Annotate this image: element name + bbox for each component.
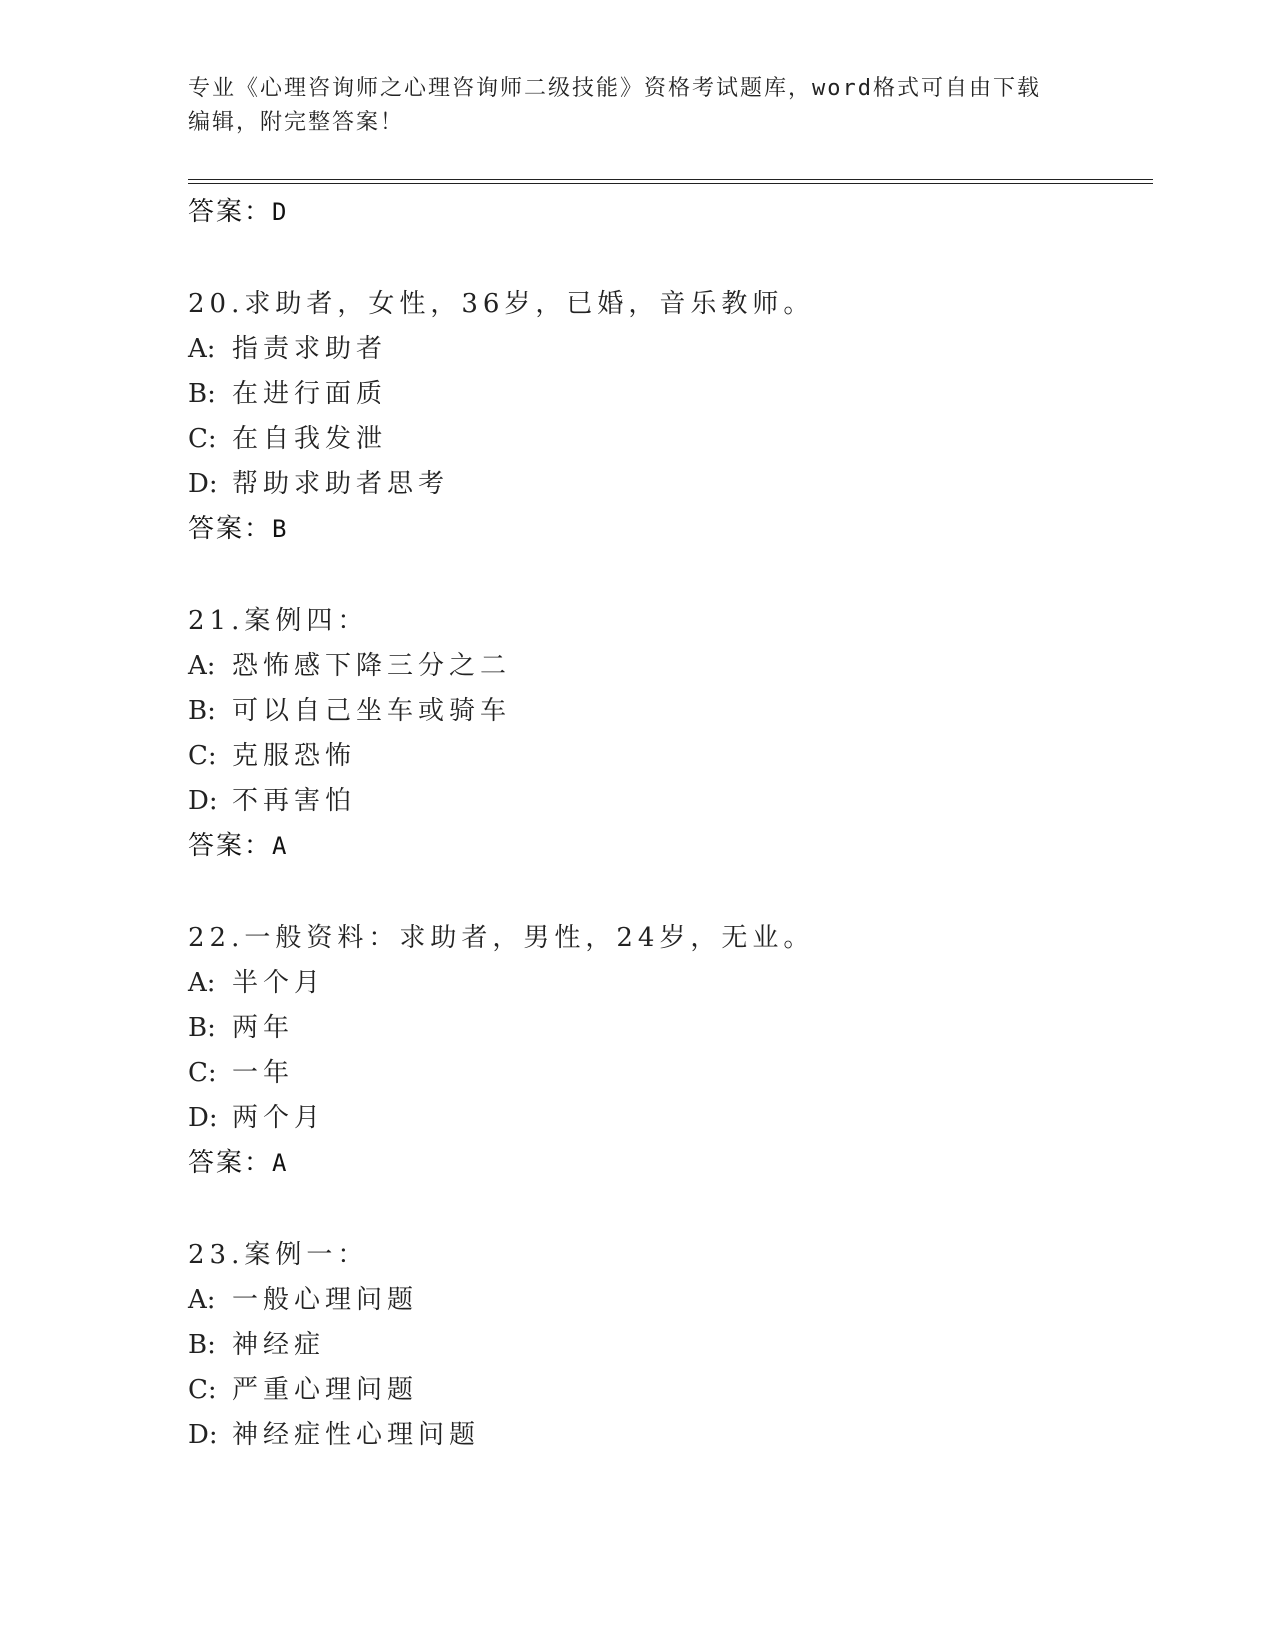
header-divider-bottom (188, 183, 1153, 184)
option-text: 一般心理问题 (232, 1285, 419, 1315)
answer-value: A (272, 832, 289, 860)
option-key: B: (188, 1013, 216, 1043)
option-key: B: (188, 696, 216, 726)
option-text: 神经症 (232, 1330, 326, 1360)
option-key: C: (188, 1058, 217, 1088)
answer-line (188, 507, 1148, 552)
option-c (188, 417, 1148, 462)
option-d (188, 462, 1148, 507)
option-text: 恐怖感下降三分之二 (232, 651, 512, 681)
option-key: B: (188, 1330, 216, 1360)
question-22 (188, 916, 1148, 1186)
option-b (188, 1323, 1148, 1368)
question-title: 23.案例一： (188, 1240, 369, 1270)
header-line-1: 专业《心理咨询师之心理咨询师二级技能》资格考试题库，word格式可自由下载 (188, 76, 1041, 101)
option-text: 克服恐怖 (232, 741, 357, 771)
spacer (188, 1186, 1148, 1233)
answer-label: 答案： (188, 831, 273, 861)
option-text: 两个月 (232, 1103, 326, 1133)
option-key: D: (188, 469, 218, 499)
spacer (188, 235, 1148, 282)
spacer (188, 552, 1148, 599)
answer-label: 答案： (188, 1148, 273, 1178)
document-header (188, 72, 1088, 140)
option-c (188, 1051, 1148, 1096)
question-20 (188, 282, 1148, 552)
spacer (188, 869, 1148, 916)
option-key: D: (188, 1420, 218, 1450)
option-d (188, 779, 1148, 824)
answer-line (188, 190, 1148, 235)
question-title: 20.求助者，女性，36岁，已婚，音乐教师。 (188, 289, 815, 319)
option-c (188, 734, 1148, 779)
option-c (188, 1368, 1148, 1413)
answer-line (188, 824, 1148, 869)
option-key: C: (188, 424, 217, 454)
answer-label: 答案： (188, 197, 273, 227)
header-divider-top (188, 179, 1153, 180)
option-b (188, 689, 1148, 734)
option-text: 在进行面质 (232, 379, 388, 409)
option-a (188, 327, 1148, 372)
option-a (188, 644, 1148, 689)
option-text: 严重心理问题 (232, 1375, 419, 1405)
option-d (188, 1096, 1148, 1141)
option-key: A: (188, 651, 216, 681)
option-d (188, 1413, 1148, 1458)
option-text: 帮助求助者思考 (232, 469, 450, 499)
option-text: 在自我发泄 (232, 424, 388, 454)
question-21 (188, 599, 1148, 869)
option-a (188, 1278, 1148, 1323)
document-body (188, 190, 1148, 1458)
option-text: 半个月 (232, 968, 326, 998)
option-b (188, 372, 1148, 417)
option-key: D: (188, 1103, 218, 1133)
question-23 (188, 1233, 1148, 1458)
option-text: 一年 (232, 1058, 295, 1088)
option-text: 可以自己坐车或骑车 (232, 696, 512, 726)
answer-value: A (272, 1149, 289, 1177)
answer-value: D (272, 198, 289, 226)
option-key: C: (188, 741, 217, 771)
header-line-2: 编辑，附完整答案！ (188, 110, 405, 135)
option-b (188, 1006, 1148, 1051)
option-a (188, 961, 1148, 1006)
option-key: A: (188, 1285, 216, 1315)
answer-line (188, 1141, 1148, 1186)
option-key: A: (188, 968, 216, 998)
option-key: A: (188, 334, 216, 364)
answer-label: 答案： (188, 514, 273, 544)
question-title: 21.案例四： (188, 606, 369, 636)
option-text: 指责求助者 (232, 334, 388, 364)
answer-value: B (272, 515, 289, 543)
option-key: B: (188, 379, 216, 409)
option-key: D: (188, 786, 218, 816)
option-text: 不再害怕 (232, 786, 357, 816)
option-text: 神经症性心理问题 (232, 1420, 481, 1450)
option-key: C: (188, 1375, 217, 1405)
question-title: 22.一般资料：求助者，男性，24岁，无业。 (188, 923, 815, 953)
option-text: 两年 (232, 1013, 295, 1043)
